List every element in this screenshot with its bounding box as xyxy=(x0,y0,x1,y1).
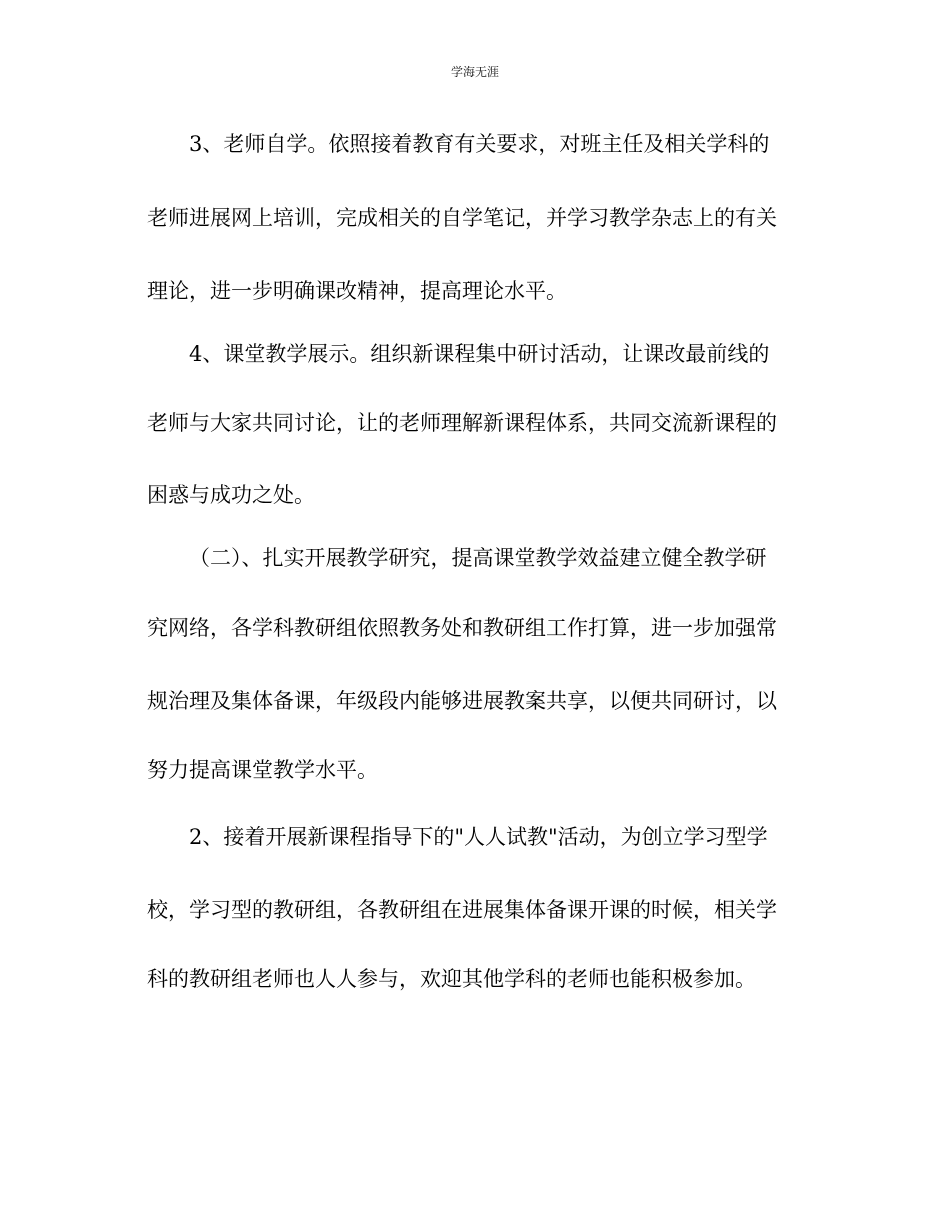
text-line: 3、老师自学。依照接着教育有关要求，对班主任及相关学科的 xyxy=(189,132,770,156)
page-header: 学海无涯 xyxy=(450,65,499,79)
text-line: 4、课堂教学展示。组织新课程集中研讨活动，让课改最前线的 xyxy=(189,342,770,366)
text-line: （二）、扎实开展教学研究，提高课堂教学效益建立健全教学研 xyxy=(189,546,767,570)
text-line: 科的教研组老师也人人参与，欢迎其他学科的老师也能积极参加。 xyxy=(147,967,756,991)
text-line: 理论，进一步明确课改精神，提高理论水平。 xyxy=(147,279,567,303)
text-line: 规治理及集体备课，年级段内能够进展教案共享，以便共同研讨，以 xyxy=(147,689,777,713)
text-line: 老师进展网上培训，完成相关的自学笔记，并学习教学杂志上的有关 xyxy=(147,206,777,230)
text-line: 困惑与成功之处。 xyxy=(147,483,315,507)
text-line: 究网络，各学科教研组依照教务处和教研组工作打算，进一步加强常 xyxy=(147,616,777,640)
text-line: 2、接着开展新课程指导下的"人人试教"活动，为创立学习型学 xyxy=(189,825,768,849)
text-line: 老师与大家共同讨论，让的老师理解新课程体系，共同交流新课程的 xyxy=(147,411,777,435)
text-line: 校，学习型的教研组，各教研组在进展集体备课开课的时候，相关学 xyxy=(147,898,777,922)
text-line: 努力提高课堂教学水平。 xyxy=(147,758,378,782)
